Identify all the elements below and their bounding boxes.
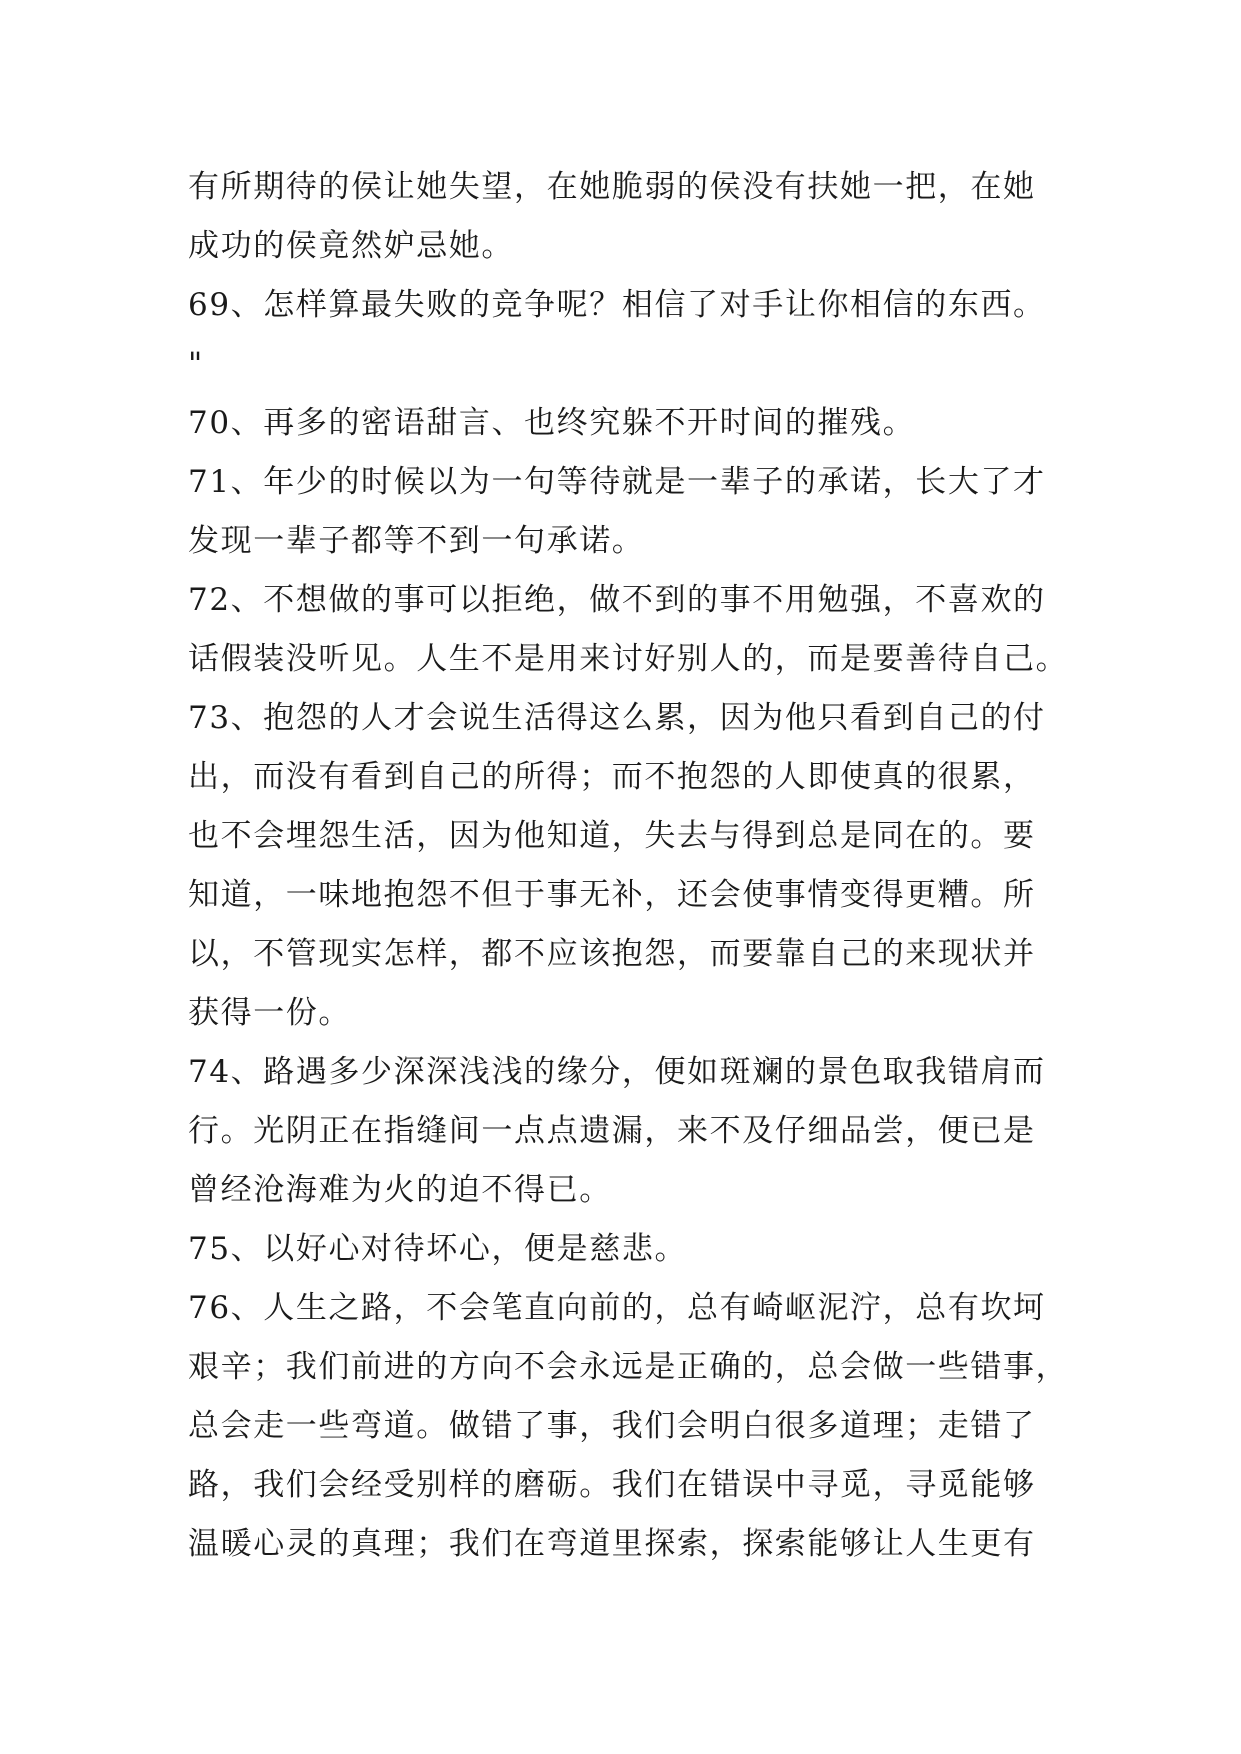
- text-line: 70、再多的密语甜言、也终究躲不开时间的摧残。: [188, 405, 916, 441]
- text-line: 71、年少的时候以为一句等待就是一辈子的承诺，长大了才: [188, 464, 1046, 500]
- text-line: 成功的侯竟然妒忌她。: [188, 228, 514, 264]
- text-line: 总会走一些弯道。做错了事，我们会明白很多道理；走错了: [188, 1408, 1036, 1444]
- text-line: 76、人生之路，不会笔直向前的，总有崎岖泥泞，总有坎坷: [188, 1290, 1046, 1326]
- text-line: 也不会埋怨生活，因为他知道，失去与得到总是同在的。要: [188, 818, 1036, 854]
- text-line: 温暖心灵的真理；我们在弯道里探索，探索能够让人生更有: [188, 1526, 1036, 1562]
- text-line: 路，我们会经受别样的磨砺。我们在错误中寻觅，寻觅能够: [188, 1467, 1036, 1503]
- text-line: 75、以好心对待坏心，便是慈悲。: [188, 1231, 688, 1267]
- text-line: 行。光阴正在指缝间一点点遗漏，来不及仔细品尝，便已是: [188, 1113, 1036, 1149]
- text-line: 72、不想做的事可以拒绝，做不到的事不用勉强，不喜欢的: [188, 582, 1046, 618]
- text-line: 以，不管现实怎样，都不应该抱怨，而要靠自己的来现状并: [188, 936, 1036, 972]
- body-text: [188, 158, 1068, 1574]
- text-line: 发现一辈子都等不到一句承诺。: [188, 523, 645, 559]
- text-line: 74、路遇多少深深浅浅的缘分，便如斑斓的景色取我错肩而: [188, 1054, 1046, 1090]
- text-line: 知道，一味地抱怨不但于事无补，还会使事情变得更糟。所: [188, 877, 1036, 913]
- text-line: 73、抱怨的人才会说生活得这么累，因为他只看到自己的付: [188, 700, 1046, 736]
- text-line: 69、怎样算最失败的竞争呢？相信了对手让你相信的东西。: [188, 287, 1046, 323]
- text-line: 出，而没有看到自己的所得；而不抱怨的人即使真的很累，: [188, 759, 1036, 795]
- text-line: ": [188, 346, 204, 382]
- text-line: 有所期待的侯让她失望，在她脆弱的侯没有扶她一把，在她: [188, 169, 1036, 205]
- text-line: 话假装没听见。人生不是用来讨好别人的，而是要善待自己。: [188, 641, 1068, 677]
- text-line: 获得一份。: [188, 995, 351, 1031]
- text-line: 曾经沧海难为火的迫不得已。: [188, 1172, 612, 1208]
- text-line: 艰辛；我们前进的方向不会永远是正确的，总会做一些错事，: [188, 1349, 1068, 1385]
